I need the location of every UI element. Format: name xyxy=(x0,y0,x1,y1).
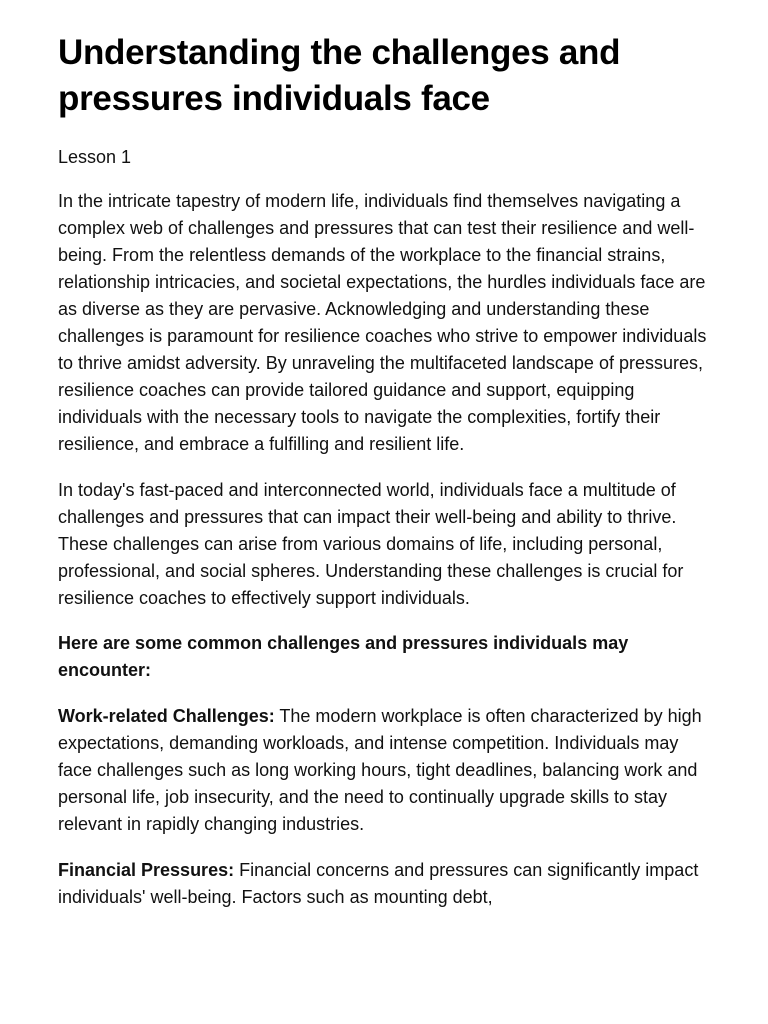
intro-paragraph: In the intricate tapestry of modern life, individuals find themselves navigating a complex web of challenges and pressures that can test their resilience and well-being. From the relentless demands of the workplace to the financial strains, relationship intricacies, and societal expectations, the hurdles individuals face are as diverse as they are pervasive. Acknowledging and understanding these challenges is paramount for resilience coaches who strive to empower individuals to thrive amidst adversity. By unraveling the multifaceted landscape of pressures, resilience coaches can provide tailored guidance and support, equipping individuals with the necessary tools to navigate the complexities, fortify their resilience, and embrace a fulfilling and resilient life. xyxy=(58,191,707,454)
section-financial xyxy=(58,857,710,911)
context-paragraph: In today's fast-paced and interconnected world, individuals face a multitude of challenges and pressures that can impact their well-being and ability to thrive. These challenges can arise from various domains of life, including personal, professional, and social spheres. Understanding these challenges is crucial for resilience coaches to effectively support individuals. xyxy=(58,480,684,608)
list-intro-heading: Here are some common challenges and pressures individuals may encounter: xyxy=(58,633,629,680)
page-title: Understanding the challenges and pressures individuals face xyxy=(58,33,621,118)
section-body: The modern workplace is often characterized by high expectations, demanding workloads, and intense competition. Individuals may face challenges such as long working hours, tight deadlines, balancing work and personal life, job insecurity, and the need to continually upgrade skills to stay relevant in rapidly changing industries. xyxy=(58,706,702,834)
section-work-related xyxy=(58,703,710,838)
lesson-label: Lesson 1 xyxy=(58,147,132,167)
section-heading: Financial Pressures: xyxy=(58,860,235,880)
section-body: Financial concerns and pressures can significantly impact individuals' well-being. Factors such as mounting debt, xyxy=(58,860,699,907)
section-heading: Work-related Challenges: xyxy=(58,706,275,726)
